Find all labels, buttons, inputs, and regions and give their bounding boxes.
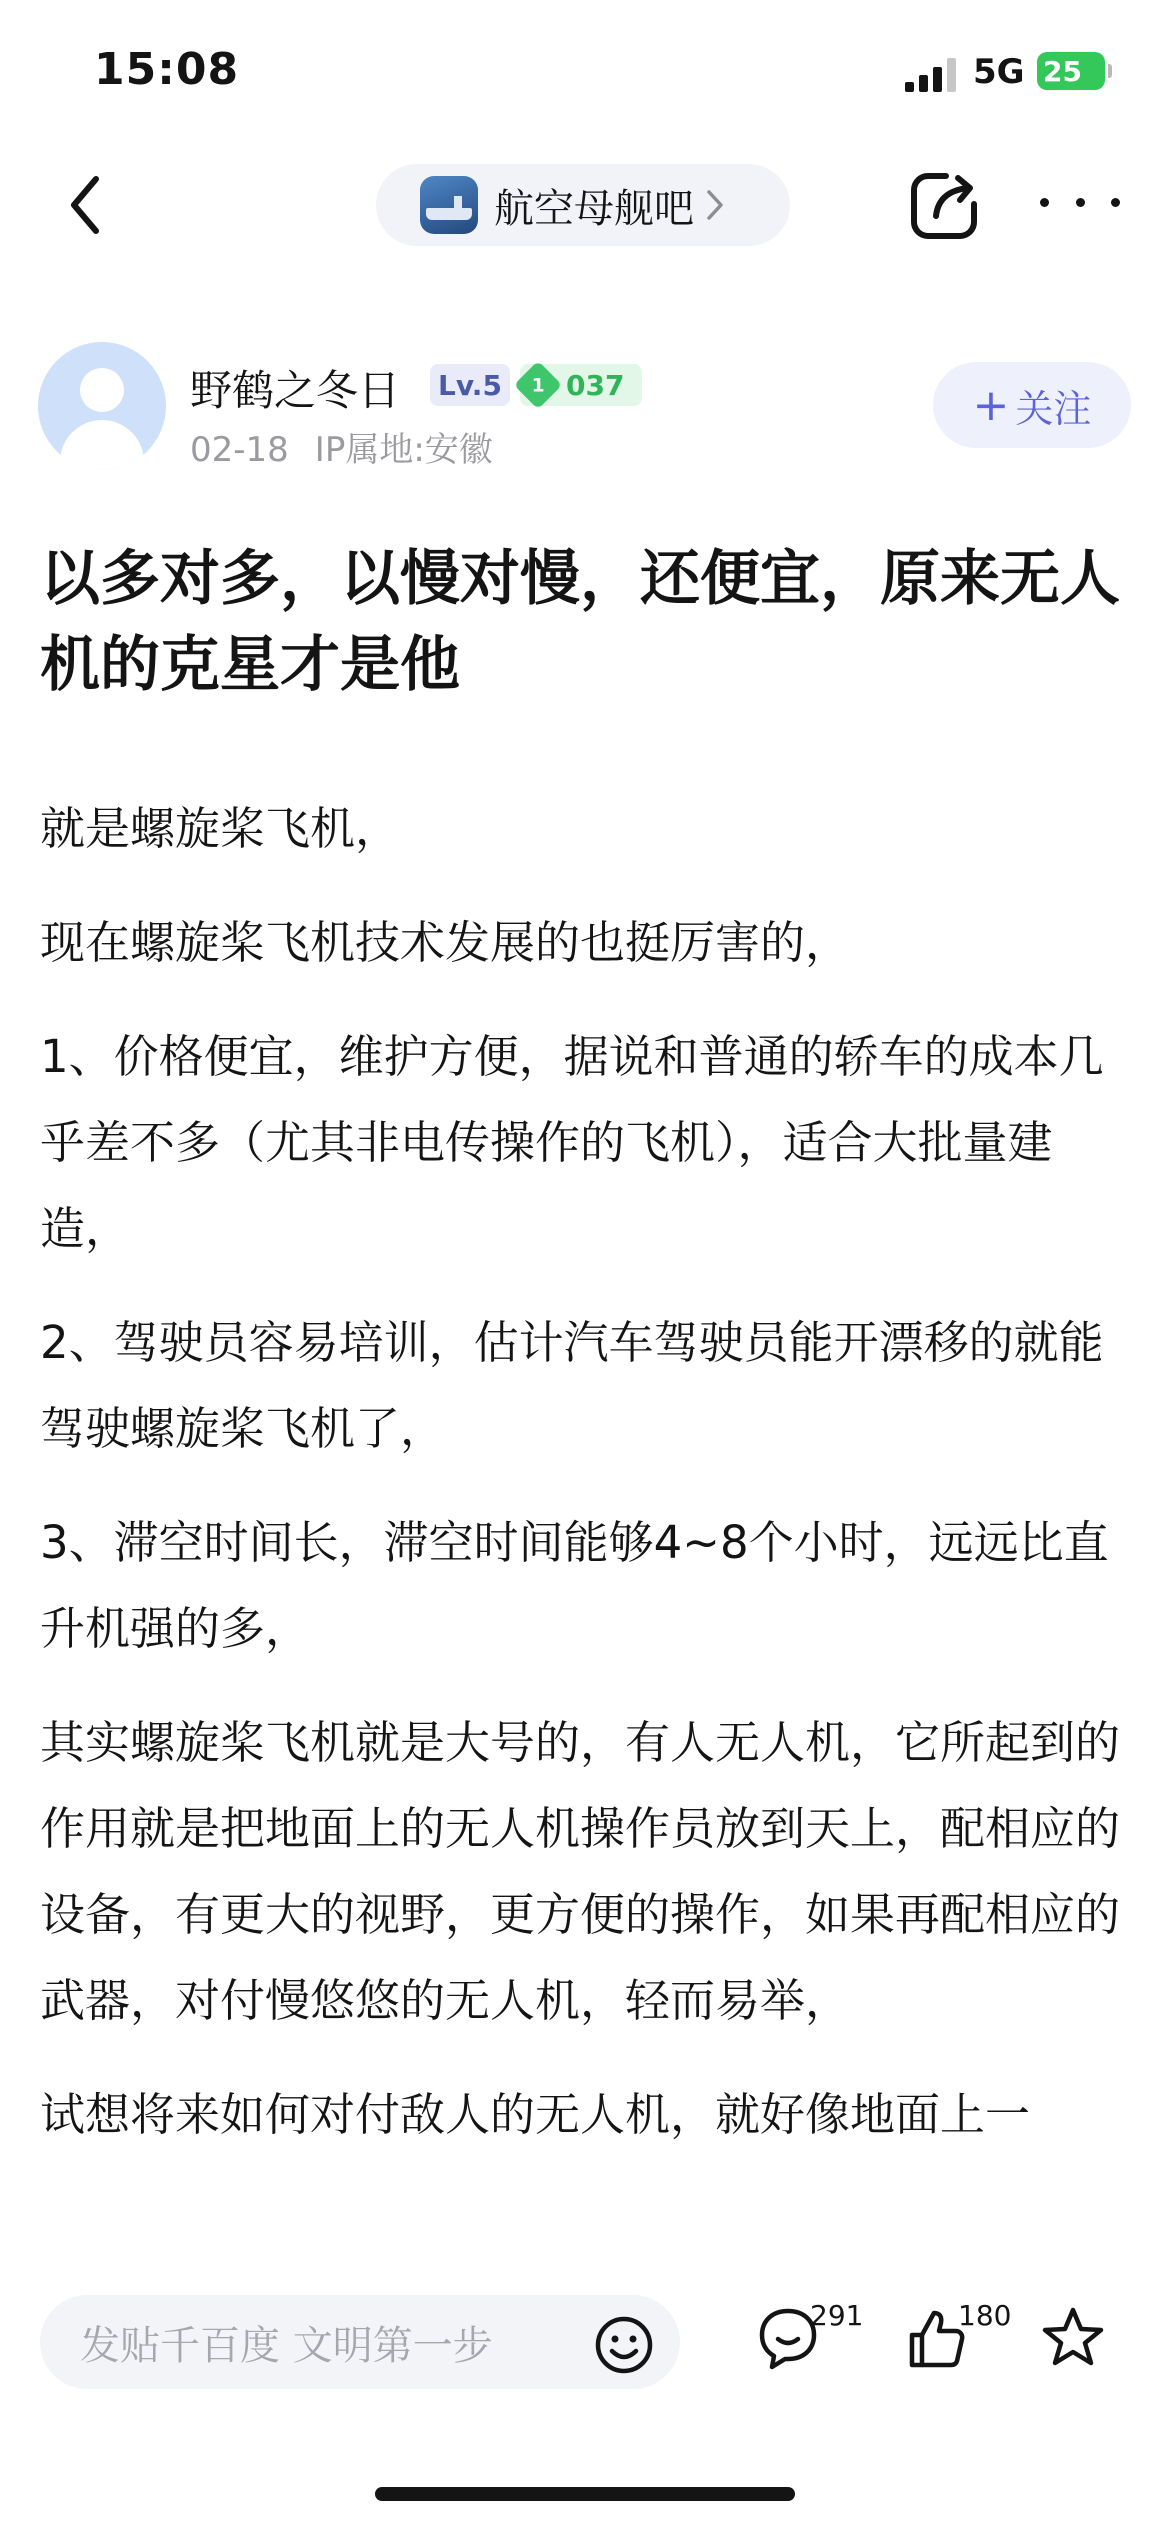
- forum-link[interactable]: [376, 164, 790, 246]
- author-row: [0, 340, 1170, 480]
- fan-count: 037: [566, 368, 625, 402]
- post-paragraph: 试想将来如何对付敌人的无人机，就好像地面上一: [40, 2088, 1031, 2141]
- back-button[interactable]: [50, 170, 120, 240]
- forum-name: 航空母舰吧: [494, 185, 694, 232]
- post-paragraph: 其实螺旋桨飞机就是大号的，有人无人机，它所起到的作用就是把地面上的无人机操作员放到天上，配相应的设备，有更大的视野，更方便的操作，如果再配相应的武器，对付慢悠悠的无人机，轻而易举，: [40, 1716, 1121, 2027]
- more-options-button[interactable]: [1040, 182, 1120, 222]
- chevron-left-icon: [68, 175, 102, 235]
- status-bar: [0, 0, 1170, 140]
- post-paragraph: 3、滞空时间长，滞空时间能够4~8个小时，远远比直升机强的多，: [40, 1516, 1109, 1655]
- reply-count: 291: [810, 2299, 864, 2332]
- battery-level: 25: [1043, 54, 1082, 88]
- emoji-icon[interactable]: [594, 2315, 654, 2375]
- status-time: 15:08: [94, 44, 240, 95]
- chevron-right-icon: [704, 188, 726, 222]
- like-count: 180: [958, 2299, 1012, 2332]
- home-indicator[interactable]: [375, 2487, 795, 2501]
- follow-button[interactable]: [933, 362, 1131, 448]
- comment-input[interactable]: 发贴千百度 文明第一步: [40, 2295, 680, 2389]
- post-paragraph: 2、驾驶员容易培训，估计汽车驾驶员能开漂移的就能驾驶螺旋桨飞机了，: [40, 1316, 1104, 1455]
- post-title: 以多对多，以慢对慢，还便宜，原来无人机的克星才是他: [40, 544, 1120, 700]
- diamond-icon: [514, 361, 563, 410]
- fan-badge: [520, 364, 642, 406]
- ip-location: IP属地:安徽: [314, 430, 493, 470]
- nav-bar: [0, 140, 1170, 270]
- post-paragraph: 现在螺旋桨飞机技术发展的也挺厉害的，: [40, 916, 851, 969]
- like-button[interactable]: [904, 2299, 1014, 2377]
- more-dot-icon: [1076, 198, 1085, 207]
- follow-label: 关注: [1015, 386, 1092, 431]
- star-icon: [1040, 2305, 1106, 2371]
- post-date: 02-18: [190, 430, 289, 470]
- battery-icon: [1037, 52, 1105, 90]
- share-icon[interactable]: [906, 168, 982, 244]
- more-dot-icon: [1111, 198, 1120, 207]
- network-type: 5G: [973, 52, 1025, 92]
- forum-avatar: [420, 176, 478, 234]
- author-name[interactable]: 野鹤之冬日: [190, 366, 401, 415]
- more-dot-icon: [1040, 198, 1049, 207]
- level-badge: Lv.5: [430, 364, 510, 406]
- post-body: [40, 786, 1135, 2186]
- favorite-button[interactable]: [1040, 2305, 1110, 2377]
- cellular-signal-icon: [905, 58, 959, 92]
- post-paragraph: 1、价格便宜，维护方便，据说和普通的轿车的成本几乎差不多（尤其非电传操作的飞机），适合大批量建造，: [40, 1030, 1104, 1255]
- reply-button[interactable]: [756, 2299, 866, 2377]
- fan-level: 1: [531, 374, 545, 396]
- post-meta: [190, 422, 493, 471]
- plus-icon: +: [972, 379, 1010, 431]
- avatar[interactable]: [38, 342, 166, 470]
- post-paragraph: 就是螺旋桨飞机，: [40, 802, 401, 855]
